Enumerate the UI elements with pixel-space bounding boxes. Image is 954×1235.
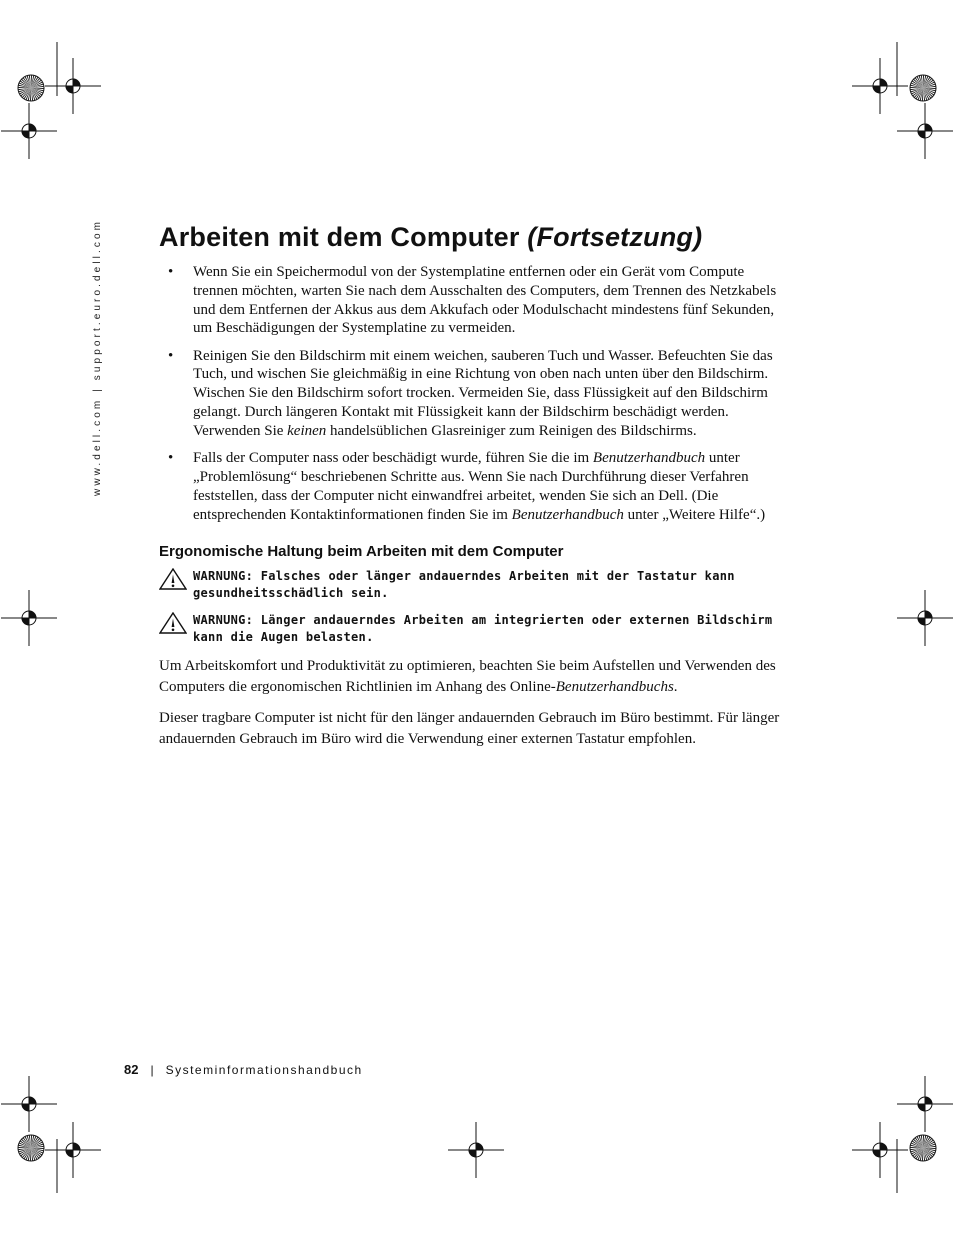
paragraph-emphasis: Benutzerhandbuchs: [555, 678, 674, 695]
title-main: Arbeiten mit dem Computer: [159, 222, 520, 252]
footer-separator: |: [150, 1063, 154, 1077]
bullet-icon: •: [168, 450, 174, 467]
bullet-emphasis: keinen: [287, 422, 327, 439]
bullet-list: [159, 263, 784, 524]
crosshair-target-icon: [45, 58, 101, 114]
bullet-text: Falls der Computer nass oder beschädigt wurde, führen Sie die im: [193, 450, 593, 467]
star-target-icon: [910, 75, 936, 101]
star-target-icon: [910, 1135, 936, 1161]
list-item: [159, 347, 784, 441]
warning-notice: [159, 568, 784, 602]
bullet-text: unter „Problemlösung“ beschriebenen Schritte aus. Wenn Sie nach Durchführung dieser Verfahren feststellen, dass der Computer nicht einwandfrei arbeitet, wenden Sie sich an Dell. (Die entsprechenden Kontaktinformationen finden Sie im: [193, 450, 749, 523]
paragraph-text: Dieser tragbare Computer ist nicht für den länger andauernden Gebrauch im Büro bestimmt. Für länger andauernden Gebrauch im Büro wird die Verwendung einer externen Tastatur empfohlen.: [159, 710, 780, 747]
body-paragraph: [159, 708, 784, 749]
warning-text: WARNUNG: Falsches oder länger andauerndes Arbeiten mit der Tastatur kann gesundheitsschädlich sein.: [193, 569, 735, 601]
page-number: 82: [124, 1062, 139, 1077]
star-target-icon: [18, 75, 44, 101]
crosshair-target-icon: [448, 1122, 504, 1178]
crosshair-target-icon: [1, 590, 57, 646]
paragraph-text: .: [673, 678, 678, 695]
crosshair-target-icon: [45, 1122, 101, 1178]
bullet-icon: •: [168, 347, 174, 364]
warning-notice: [159, 612, 784, 646]
list-item: [159, 449, 784, 524]
crosshair-target-icon: [852, 1122, 908, 1178]
crosshair-target-icon: [897, 103, 953, 159]
crosshair-target-icon: [1, 1076, 57, 1132]
warning-triangle-icon: [159, 612, 187, 634]
star-target-icon: [18, 1135, 44, 1161]
bullet-text: unter „Weitere Hilfe“.): [623, 506, 766, 523]
bullet-text: Reinigen Sie den Bildschirm mit einem weichen, sauberen Tuch und Wasser. Befeuchten Sie das Tuch, und wischen Sie gleichmäßig in eine Richtung von oben nach unten über den Bildschirm. Wischen Sie den Bildschirm sofort trocken. Vermeiden Sie, dass Flüssigkeit auf den Bildschirm gelangt. Durch längeren Kontakt mit Flüssigkeit kann der Bildschirm beschädigt werden. Verwenden Sie: [193, 347, 773, 439]
body-paragraph: [159, 656, 784, 697]
warning-triangle-icon: [159, 568, 187, 590]
warning-text: WARNUNG: Länger andauerndes Arbeiten am integrierten oder externen Bildschirm kann die Augen belasten.: [193, 613, 773, 645]
paragraph-text: Um Arbeitskomfort und Produktivität zu optimieren, beachten Sie beim Aufstellen und Verwenden des Computers die ergonomischen Richtlinien im Anhang des Online-: [159, 658, 776, 695]
page-footer: [124, 1062, 363, 1077]
title-continued: (Fortsetzung): [527, 222, 703, 252]
crosshair-target-icon: [897, 1076, 953, 1132]
bullet-text: Wenn Sie ein Speichermodul von der Systemplatine entfernen oder ein Gerät vom Compute trennen möchten, warten Sie nach dem Ausschalten des Computers, dem Trennen des Netzkabels und dem Entfernen der Akkus aus dem Akkufach oder Modulschacht mindestens fünf Sekunden, um Beschädigungen der Systemplatine zu vermeiden.: [193, 264, 777, 337]
list-item: [159, 263, 784, 338]
bullet-emphasis: Benutzerhandbuch: [511, 506, 624, 523]
crosshair-target-icon: [1, 103, 57, 159]
side-url: www.dell.com | support.euro.dell.com: [92, 218, 103, 496]
main-content: [159, 263, 784, 749]
bullet-text: handelsüblichen Glasreiniger zum Reinigen des Bildschirms.: [326, 422, 697, 439]
bullet-icon: •: [168, 264, 174, 280]
section-heading: Ergonomische Haltung beim Arbeiten mit dem Computer: [159, 543, 564, 561]
crosshair-target-icon: [897, 590, 953, 646]
crosshair-target-icon: [852, 58, 908, 114]
bullet-emphasis: Benutzerhandbuch: [592, 450, 706, 467]
footer-book-title: Systeminformationshandbuch: [165, 1063, 363, 1077]
page-title: [159, 222, 702, 253]
